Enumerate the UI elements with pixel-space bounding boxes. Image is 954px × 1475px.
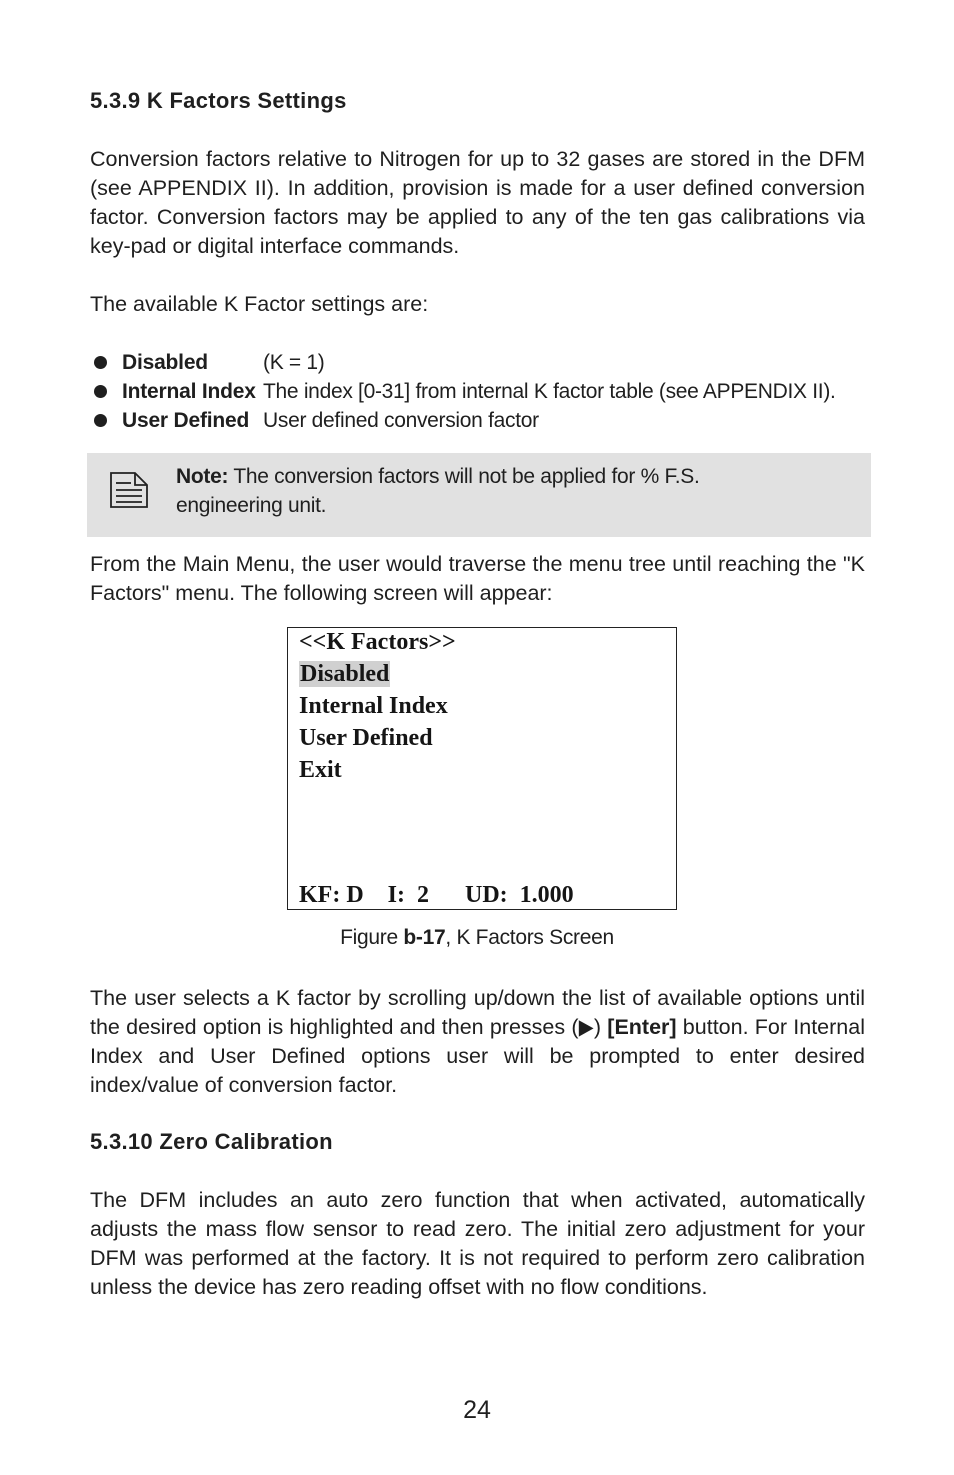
bullet-icon [94,385,107,398]
setting-term: Internal Index [122,380,256,403]
lcd-selected-item: Disabled [300,661,390,687]
setting-description: User defined conversion factor [263,409,539,432]
setting-description: The index [0-31] from internal K factor table (see APPENDIX II). [263,380,836,403]
note-line-1: The conversion factors will not be applied for % F.S. [233,465,700,488]
select-text-3: button. For Internal Index and User Defined options user will be prompted to enter desired index/value of conversion factor. [90,1015,865,1097]
k-factor-settings-list [94,348,836,435]
menu-traverse-paragraph: From the Main Menu, the user would traverse the menu tree until reaching the "K Factors" menu. The following screen will appear: [90,552,865,605]
select-k-factor-paragraph [90,984,865,1100]
note-box [87,453,871,537]
k-factors-intro-paragraph: Conversion factors relative to Nitrogen for up to 32 gases are stored in the DFM (see APPENDIX II). In addition, provision is made for a user defined conversion factor. Conversion factors may be applied to any of the ten gas calibrations via key-pad or digital interface commands. [90,147,865,258]
lcd-status-line: KF: D I: 2 UD: 1.000 [299,882,574,908]
lcd-title: <<K Factors>> [299,629,456,655]
note-line-2: engineering unit. [176,494,327,517]
note-document-icon [109,471,149,509]
lcd-menu-item-user-defined: User Defined [299,725,433,751]
setting-term: Disabled [122,351,208,374]
list-item [94,406,836,435]
select-text-2: ) [593,1015,608,1039]
right-arrow-icon: ▶ [578,1015,594,1039]
setting-description: (K = 1) [263,351,325,374]
lcd-menu-item-internal-index: Internal Index [299,693,448,719]
section-heading-k-factors: 5.3.9 K Factors Settings [90,88,347,113]
k-factors-lcd-screen [287,627,677,910]
list-item [94,348,836,377]
bullet-icon [94,414,107,427]
zero-calibration-paragraph: The DFM includes an auto zero function that when activated, automatically adjusts the mass flow sensor to read zero. The initial zero adjustment for your DFM was performed at the factory. It is not required to perform zero calibration unless the device has zero reading offset with no flow conditions. [90,1188,865,1299]
select-text-1: The user selects a K factor by scrolling up/down the list of available options until the desired option is highlighted and then presses ( [90,986,865,1039]
note-label: Note: [176,465,229,488]
figure-caption [0,926,954,950]
section-heading-zero-calibration: 5.3.10 Zero Calibration [90,1129,333,1154]
caption-prefix: Figure [340,926,404,949]
page-number: 24 [463,1396,491,1424]
setting-term: User Defined [122,409,250,432]
figure-id: b-17 [403,926,446,949]
list-item [94,377,836,406]
lcd-menu-item-exit: Exit [299,757,342,783]
enter-key-label: [Enter] [607,1015,677,1039]
available-settings-text: The available K Factor settings are: [90,292,429,316]
bullet-icon [94,356,107,369]
caption-suffix: , K Factors Screen [445,926,614,949]
note-text [176,462,700,520]
lcd-menu-item-disabled [299,661,390,688]
